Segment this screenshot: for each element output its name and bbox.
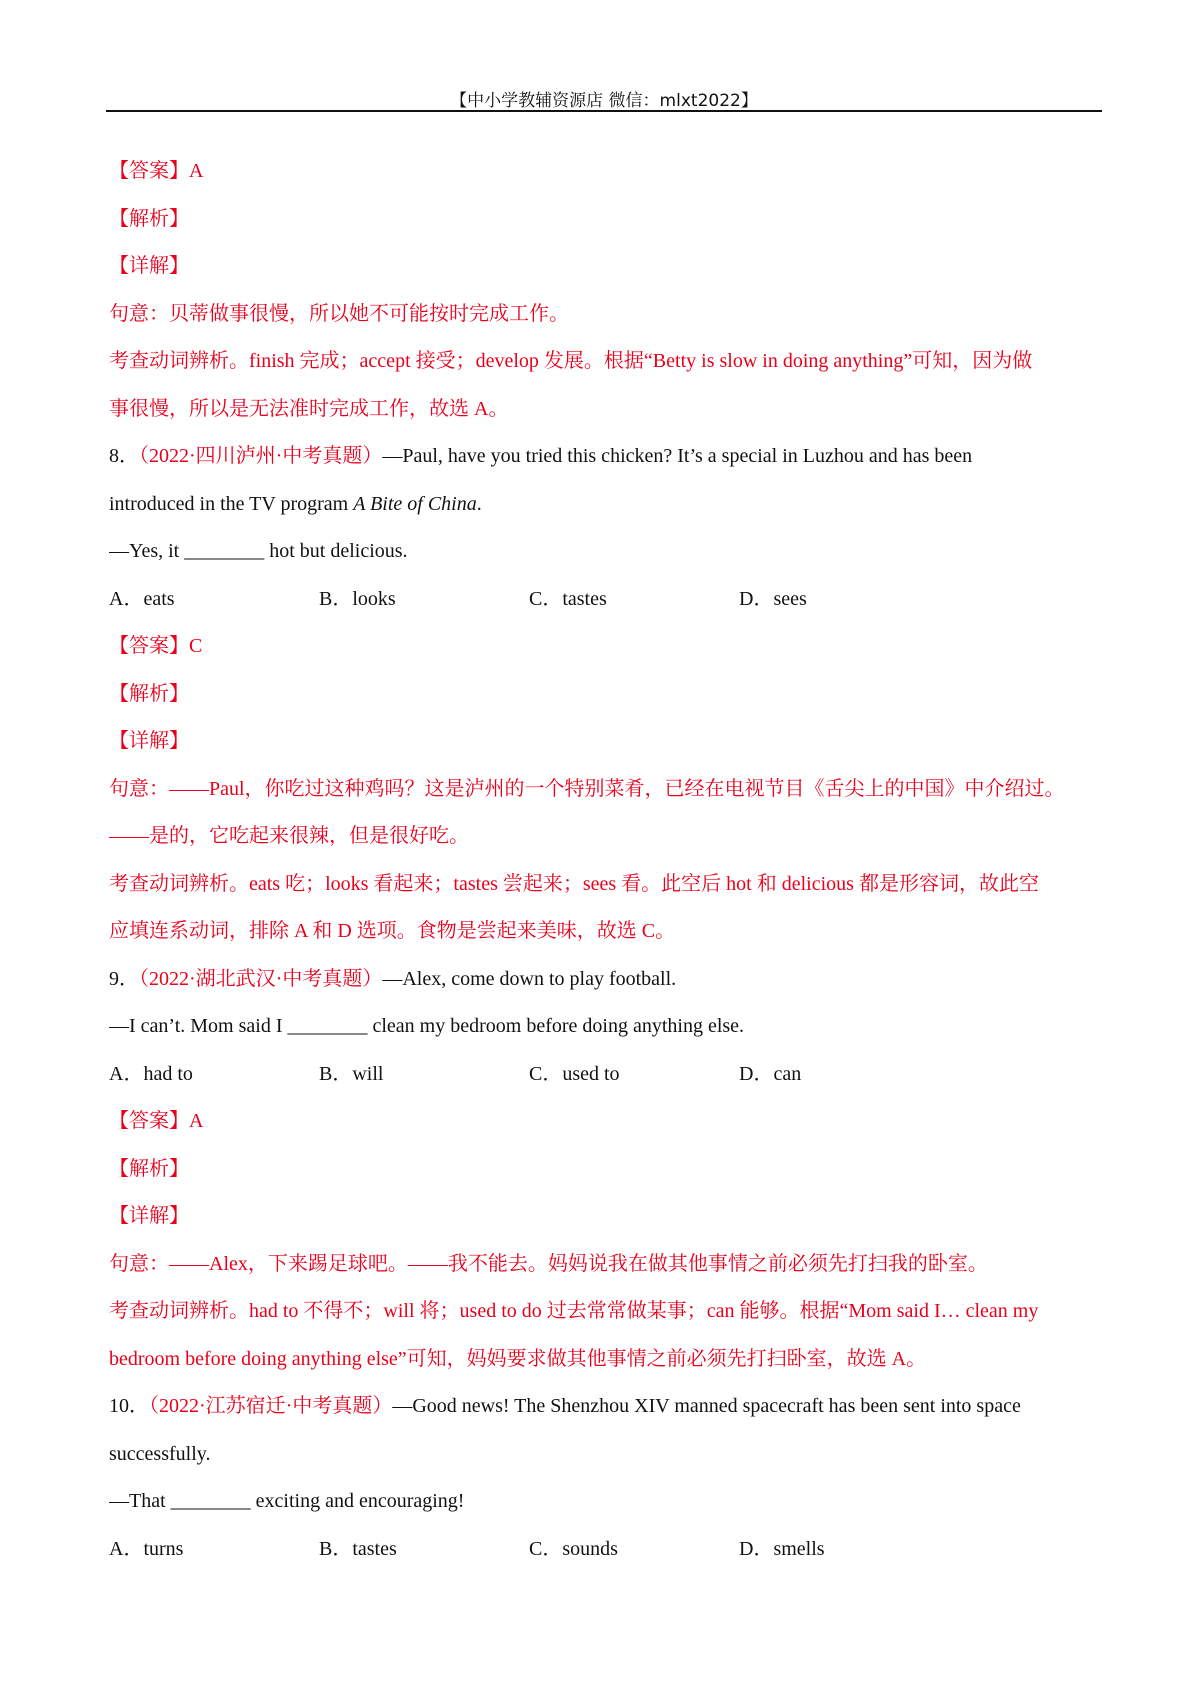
q9-options	[109, 1051, 1099, 1099]
q8-program-title: A Bite of China	[353, 492, 477, 515]
q8-source: （2022·四川泸州·中考真题）	[139, 445, 383, 467]
q9-stem-line-1	[109, 956, 1099, 1004]
q8-option-c: C．tastes	[529, 587, 607, 610]
q8-stem-text-1: —Paul, have you tried this chicken? It’s a special in Luzhou and has been	[382, 445, 973, 467]
q8-detail-label: 【详解】	[109, 730, 189, 752]
q10-stem-line-2: successfully.	[109, 1442, 211, 1465]
q7-meaning: 句意：贝蒂做事很慢，所以她不可能按时完成工作。	[109, 302, 569, 325]
q8-stem-text-2: introduced in the TV program	[109, 492, 354, 515]
q9-source: （2022·湖北武汉·中考真题）	[139, 967, 383, 990]
q10-stem-line-1	[109, 1383, 1099, 1431]
q8-analysis-label: 【解析】	[109, 682, 189, 705]
q7-explain-line-2: 事很慢，所以是无法准时完成工作，故选 A。	[109, 397, 509, 420]
q8-explain-line-2: 应填连系动词，排除 A 和 D 选项。食物是尝起来美味，故选 C。	[109, 920, 676, 942]
q8-explain-line-1: 考查动词辨析。eats 吃；looks 看起来；tastes 尝起来；sees 看。此空后 hot 和 delicious 都是形容词，故此空	[109, 872, 1039, 895]
q9-option-c: C．used to	[529, 1062, 620, 1085]
q10-source: （2022·江苏宿迁·中考真题）	[149, 1395, 393, 1417]
q10-stem-text-1: —Good news! The Shenzhou XIV manned spacecraft has been sent into space	[392, 1395, 1021, 1417]
q8-stem-line-3: —Yes, it ________ hot but delicious.	[109, 540, 408, 562]
q10-number: 10．	[109, 1395, 149, 1417]
q8-stem-line-2	[109, 481, 1099, 529]
q9-option-a: A．had to	[109, 1062, 193, 1085]
q8-option-a: A．eats	[109, 587, 175, 610]
q10-stem-line-3: —That ________ exciting and encouraging!	[109, 1490, 465, 1512]
q10-option-a: A．turns	[109, 1537, 184, 1560]
q10-option-c: C．sounds	[529, 1537, 618, 1560]
q8-stem-period: .	[476, 492, 482, 515]
q7-detail-label: 【详解】	[109, 255, 189, 277]
q9-explain-line-2: bedroom before doing anything else”可知，妈妈要求做其他事情之前必须先打扫卧室，故选 A。	[109, 1347, 927, 1370]
q8-number: 8．	[109, 445, 139, 467]
q10-option-b: B．tastes	[319, 1537, 397, 1560]
q10-options	[109, 1526, 1099, 1574]
q8-option-d: D．sees	[739, 587, 807, 610]
q9-analysis-label: 【解析】	[109, 1157, 189, 1180]
q9-number: 9．	[109, 967, 139, 990]
q10-option-d: D．smells	[739, 1537, 825, 1560]
q9-meaning: 句意：——Alex，下来踢足球吧。——我不能去。妈妈说我在做其他事情之前必须先打扫我的卧室。	[109, 1252, 988, 1275]
q8-answer: 【答案】C	[109, 635, 203, 657]
q8-stem-line-1	[109, 433, 1099, 481]
document-body	[109, 148, 1099, 1573]
q8-meaning-line-1: 句意：——Paul，你吃过这种鸡吗？这是泸州的一个特别菜肴，已经在电视节目《舌尖上的中国》中介绍过。	[109, 777, 1065, 800]
page-header: 【中小学教辅资源店 微信：mlxt2022】	[450, 91, 758, 111]
q7-explain-line-1: 考查动词辨析。finish 完成；accept 接受；develop 发展。根据“Betty is slow in doing anything”可知，因为做	[109, 350, 1033, 372]
q7-analysis-label: 【解析】	[109, 207, 189, 230]
q9-option-d: D．can	[739, 1062, 802, 1085]
q9-detail-label: 【详解】	[109, 1205, 189, 1227]
q8-option-b: B．looks	[319, 587, 396, 610]
q9-explain-line-1: 考查动词辨析。had to 不得不；will 将；used to do 过去常常做某事；can 能够。根据“Mom said I… clean my	[109, 1300, 1039, 1322]
q7-answer: 【答案】A	[109, 160, 204, 182]
q8-options	[109, 576, 1099, 624]
q9-stem-line-2: —I can’t. Mom said I ________ clean my bedroom before doing anything else.	[109, 1015, 745, 1037]
q9-option-b: B．will	[319, 1062, 384, 1085]
q9-answer: 【答案】A	[109, 1110, 204, 1132]
header-rule	[106, 110, 1102, 112]
q8-meaning-line-2: ——是的，它吃起来很辣，但是很好吃。	[109, 825, 469, 847]
q9-stem-text-1: —Alex, come down to play football.	[382, 967, 677, 990]
